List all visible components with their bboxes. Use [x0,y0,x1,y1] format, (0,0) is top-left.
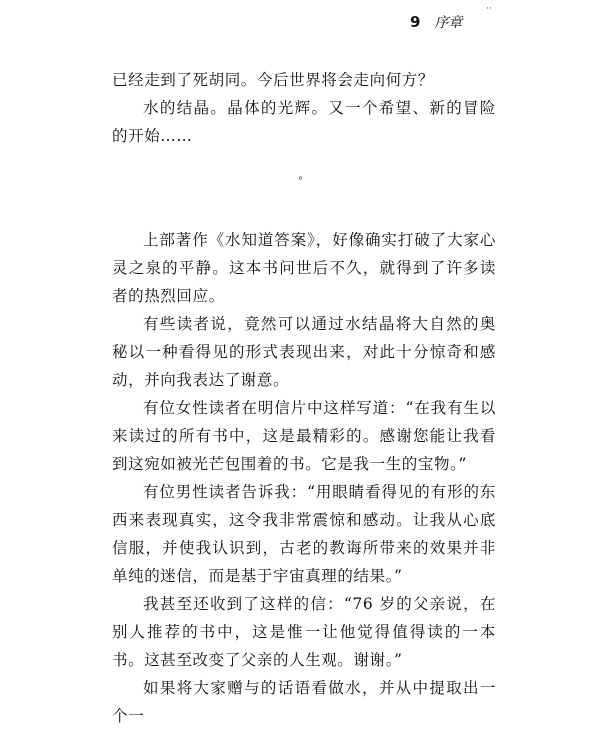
running-header [410,12,462,34]
paragraph: 有位男性读者告诉我：“用眼睛看得见的有形的东西来表现真实，这令我非常震惊和感动。让我从心底信服，并使我认识到，古老的教诲所带来的效果并非单纯的迷信，而是基于宇宙真理的结果。” [112,483,496,585]
paragraph: 上部著作《水知道答案》，好像确实打破了大家心灵之泉的平静。这本书问世后不久，就得到了许多读者的热烈回应。 [112,231,496,305]
paragraph: 有位女性读者在明信片中这样写道：“在我有生以来读过的所有书中，这是最精彩的。感谢您能让我看到这宛如被光芒包围着的书。它是我一生的宝物。” [112,399,496,473]
corner-mark: ·· [486,4,492,14]
paragraph: 有些读者说，竟然可以通过水结晶将大自然的奥秘以一种看得见的形式表现出来，对此十分惊奇和感动，并向我表达了谢意。 [112,315,496,389]
main-text-block [112,226,496,730]
paragraph: 我甚至还收到了这样的信：“76 岁的父亲说，在别人推荐的书中，这是惟一让他觉得值得读的一本书。这甚至改变了父亲的人生观。谢谢。” [112,595,496,669]
paragraph-truncated: 如果将大家赠与的话语看做水，并从中提取出一个一 [112,679,496,725]
top-text-block [112,66,496,150]
section-title: 序章 [434,15,463,31]
paragraph-continuation: 已经走到了死胡同。今后世界将会走向何方？ [112,71,435,89]
page-number: 9 [410,13,421,31]
section-separator: ° [298,176,303,187]
paragraph: 水的结晶。晶体的光辉。又一个希望、新的冒险的开始…… [112,99,496,145]
